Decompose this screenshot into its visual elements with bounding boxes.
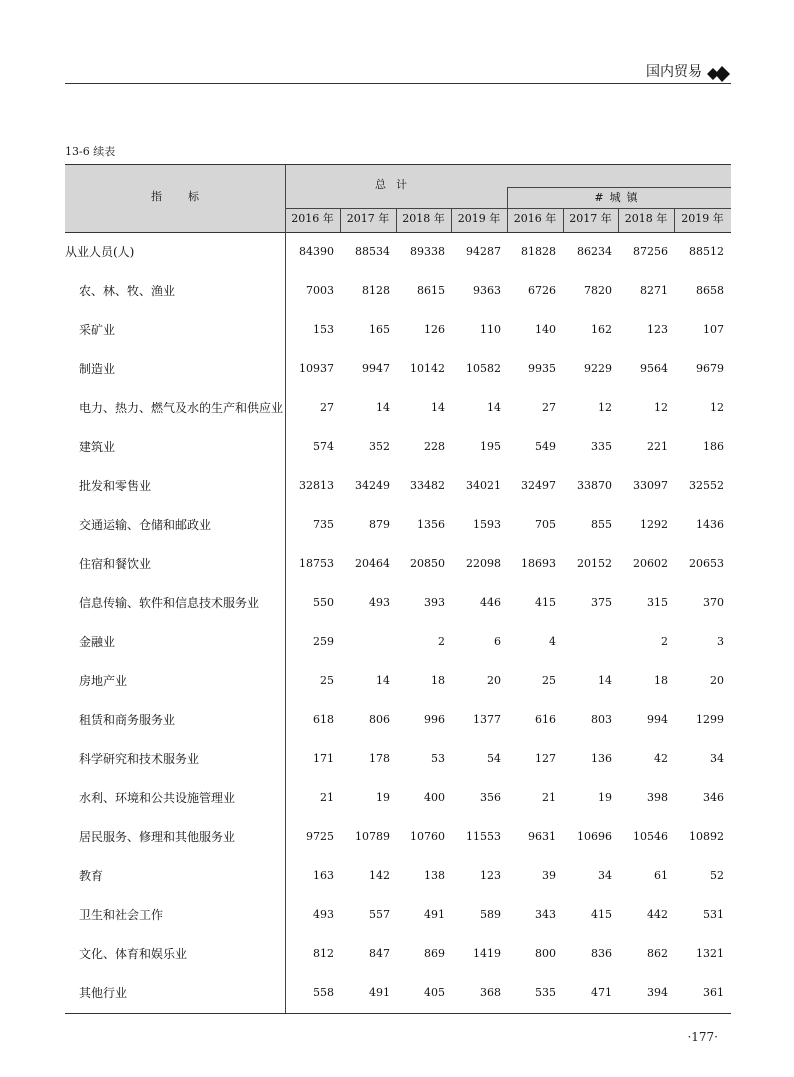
cell-value: 20 — [487, 674, 501, 687]
cell-value: 12 — [710, 401, 724, 414]
cell-value: 10937 — [299, 362, 334, 375]
cell-value: 12 — [598, 401, 612, 414]
year-header-cell: 2019 年 — [681, 212, 724, 225]
cell-value: 140 — [535, 323, 556, 336]
urban-header: #城镇 — [594, 191, 644, 204]
cell-value: 186 — [703, 440, 724, 453]
cell-value: 162 — [591, 323, 612, 336]
cell-value: 178 — [369, 752, 390, 765]
cell-value: 33482 — [410, 479, 445, 492]
cell-value: 9947 — [362, 362, 390, 375]
cell-value: 165 — [369, 323, 390, 336]
row-label: 建筑业 — [79, 440, 116, 454]
cell-value: 25 — [542, 674, 556, 687]
cell-value: 20464 — [355, 557, 390, 570]
cell-value: 361 — [703, 986, 724, 999]
cell-value: 879 — [369, 518, 390, 531]
row-label: 从业人员(人) — [65, 245, 135, 259]
double-diamond-icon — [701, 64, 731, 84]
cell-value: 315 — [647, 596, 668, 609]
cell-value: 14 — [376, 401, 390, 414]
cell-value: 8658 — [696, 284, 724, 297]
cell-value — [563, 633, 612, 651]
cell-value: 27 — [320, 401, 334, 414]
row-label: 农、林、牧、渔业 — [79, 284, 176, 298]
cell-value: 18 — [431, 674, 445, 687]
cell-value: 531 — [703, 908, 724, 921]
cell-value: 33097 — [633, 479, 668, 492]
cell-value: 34249 — [355, 479, 390, 492]
row-label: 其他行业 — [79, 986, 128, 1000]
cell-value: 12 — [654, 401, 668, 414]
cell-value: 442 — [647, 908, 668, 921]
cell-value: 574 — [313, 440, 334, 453]
cell-value: 19 — [598, 791, 612, 804]
cell-value: 14 — [431, 401, 445, 414]
cell-value: 10142 — [410, 362, 445, 375]
cell-value: 862 — [647, 947, 668, 960]
cell-value: 20 — [710, 674, 724, 687]
cell-value: 1436 — [696, 518, 724, 531]
cell-value: 9935 — [528, 362, 556, 375]
row-label: 批发和零售业 — [79, 479, 152, 493]
cell-value: 94287 — [466, 245, 501, 258]
year-header-cell: 2019 年 — [457, 212, 501, 225]
cell-value: 1292 — [640, 518, 668, 531]
page-number: ·177· — [687, 1030, 718, 1044]
cell-value: 10546 — [633, 830, 668, 843]
cell-value: 994 — [647, 713, 668, 726]
cell-value: 163 — [313, 869, 334, 882]
cell-value: 20152 — [577, 557, 612, 570]
cell-value: 25 — [320, 674, 334, 687]
cell-value: 589 — [480, 908, 501, 921]
cell-value: 352 — [369, 440, 390, 453]
cell-value: 87256 — [633, 245, 668, 258]
cell-value: 616 — [535, 713, 556, 726]
cell-value: 153 — [313, 323, 334, 336]
cell-value: 855 — [591, 518, 612, 531]
header-bottom-rule — [65, 232, 731, 233]
cell-value: 8271 — [640, 284, 668, 297]
cell-value: 370 — [703, 596, 724, 609]
cell-value: 996 — [424, 713, 445, 726]
cell-value — [341, 633, 390, 651]
cell-value: 415 — [591, 908, 612, 921]
cell-value: 535 — [535, 986, 556, 999]
cell-value: 1299 — [696, 713, 724, 726]
cell-value: 493 — [369, 596, 390, 609]
row-label: 信息传输、软件和信息技术服务业 — [79, 596, 260, 610]
cell-value: 81828 — [521, 245, 556, 258]
cell-value: 446 — [480, 596, 501, 609]
year-row-rule — [285, 208, 731, 209]
cell-value: 89338 — [410, 245, 445, 258]
cell-value: 84390 — [299, 245, 334, 258]
cell-value: 32552 — [689, 479, 724, 492]
cell-value: 400 — [424, 791, 445, 804]
cell-value: 136 — [591, 752, 612, 765]
cell-value: 2 — [661, 635, 668, 648]
cell-value: 52 — [710, 869, 724, 882]
cell-value: 88512 — [689, 245, 724, 258]
cell-value: 18693 — [521, 557, 556, 570]
cell-value: 107 — [703, 323, 724, 336]
cell-value: 39 — [542, 869, 556, 882]
cell-value: 123 — [480, 869, 501, 882]
row-label: 水利、环境和公共设施管理业 — [79, 791, 236, 805]
total-header: 总计 — [375, 178, 417, 191]
row-label: 金融业 — [79, 635, 116, 649]
cell-value: 61 — [654, 869, 668, 882]
cell-value: 34 — [710, 752, 724, 765]
year-header-cell: 2018 年 — [624, 212, 668, 225]
cell-value: 14 — [487, 401, 501, 414]
cell-value: 27 — [542, 401, 556, 414]
cell-value: 812 — [313, 947, 334, 960]
cell-value: 1419 — [473, 947, 501, 960]
cell-value: 393 — [424, 596, 445, 609]
cell-value: 800 — [535, 947, 556, 960]
cell-value: 6 — [494, 635, 501, 648]
cell-value: 11553 — [466, 830, 501, 843]
cell-value: 557 — [369, 908, 390, 921]
cell-value: 3 — [717, 635, 724, 648]
cell-value: 9564 — [640, 362, 668, 375]
cell-value: 32497 — [521, 479, 556, 492]
year-header-cell: 2016 年 — [513, 212, 557, 225]
cell-value: 618 — [313, 713, 334, 726]
cell-value: 6726 — [528, 284, 556, 297]
cell-value: 1593 — [473, 518, 501, 531]
cell-value: 195 — [480, 440, 501, 453]
cell-value: 53 — [431, 752, 445, 765]
cell-value: 346 — [703, 791, 724, 804]
cell-value: 368 — [480, 986, 501, 999]
cell-value: 9631 — [528, 830, 556, 843]
row-label: 住宿和餐饮业 — [79, 557, 152, 571]
cell-value: 356 — [480, 791, 501, 804]
table-top-rule — [65, 164, 731, 165]
cell-value: 142 — [369, 869, 390, 882]
cell-value: 14 — [376, 674, 390, 687]
cell-value: 9229 — [584, 362, 612, 375]
cell-value: 86234 — [577, 245, 612, 258]
cell-value: 491 — [424, 908, 445, 921]
year-header-cell: 2016 年 — [291, 212, 334, 225]
row-label: 教育 — [79, 869, 104, 883]
cell-value: 7003 — [306, 284, 334, 297]
cell-value: 20653 — [689, 557, 724, 570]
cell-value: 33870 — [577, 479, 612, 492]
cell-value: 9363 — [473, 284, 501, 297]
cell-value: 550 — [313, 596, 334, 609]
section-title: 国内贸易 — [646, 64, 702, 80]
cell-value: 18 — [654, 674, 668, 687]
row-label: 电力、热力、燃气及水的生产和供应业 — [79, 401, 284, 415]
cell-value: 10789 — [355, 830, 390, 843]
cell-value: 335 — [591, 440, 612, 453]
year-header-cell: 2017 年 — [569, 212, 612, 225]
cell-value: 4 — [549, 635, 556, 648]
cell-value: 869 — [424, 947, 445, 960]
row-label: 卫生和社会工作 — [79, 908, 164, 922]
year-header-cell: 2018 年 — [402, 212, 445, 225]
cell-value: 375 — [591, 596, 612, 609]
year-header-cell: 2017 年 — [346, 212, 390, 225]
indicator-header: 指标 — [151, 190, 225, 203]
cell-value: 491 — [369, 986, 390, 999]
cell-value: 836 — [591, 947, 612, 960]
cell-value: 123 — [647, 323, 668, 336]
cell-value: 42 — [654, 752, 668, 765]
cell-value: 471 — [591, 986, 612, 999]
cell-value: 1321 — [696, 947, 724, 960]
cell-value: 394 — [647, 986, 668, 999]
cell-value: 1377 — [473, 713, 501, 726]
cell-value: 138 — [424, 869, 445, 882]
cell-value: 10696 — [577, 830, 612, 843]
row-label: 文化、体育和娱乐业 — [79, 947, 188, 961]
cell-value: 19 — [376, 791, 390, 804]
cell-value: 705 — [535, 518, 556, 531]
cell-value: 7820 — [584, 284, 612, 297]
cell-value: 1356 — [417, 518, 445, 531]
cell-value: 110 — [480, 323, 501, 336]
cell-value: 558 — [313, 986, 334, 999]
cell-value: 806 — [369, 713, 390, 726]
cell-value: 10760 — [410, 830, 445, 843]
cell-value: 549 — [535, 440, 556, 453]
cell-value: 2 — [438, 635, 445, 648]
cell-value: 415 — [535, 596, 556, 609]
cell-value: 9679 — [696, 362, 724, 375]
cell-value: 8615 — [417, 284, 445, 297]
cell-value: 32813 — [299, 479, 334, 492]
cell-value: 54 — [487, 752, 501, 765]
cell-value: 8128 — [362, 284, 390, 297]
cell-value: 259 — [313, 635, 334, 648]
urban-group-rule — [507, 187, 731, 188]
row-label: 制造业 — [79, 362, 116, 376]
cell-value: 735 — [313, 518, 334, 531]
row-label: 房地产业 — [79, 674, 128, 688]
cell-value: 127 — [535, 752, 556, 765]
row-label: 科学研究和技术服务业 — [79, 752, 200, 766]
cell-value: 9725 — [306, 830, 334, 843]
cell-value: 14 — [598, 674, 612, 687]
cell-value: 10892 — [689, 830, 724, 843]
cell-value: 20850 — [410, 557, 445, 570]
cell-value: 228 — [424, 440, 445, 453]
cell-value: 22098 — [466, 557, 501, 570]
table-bottom-rule — [65, 1013, 731, 1014]
row-label: 采矿业 — [79, 323, 116, 337]
cell-value: 10582 — [466, 362, 501, 375]
row-label: 交通运输、仓储和邮政业 — [79, 518, 212, 532]
header-rule — [65, 83, 731, 84]
table-caption: 13-6 续表 — [65, 145, 116, 158]
cell-value: 126 — [424, 323, 445, 336]
row-label: 租赁和商务服务业 — [79, 713, 176, 727]
cell-value: 34021 — [466, 479, 501, 492]
cell-value: 20602 — [633, 557, 668, 570]
cell-value: 343 — [535, 908, 556, 921]
cell-value: 34 — [598, 869, 612, 882]
cell-value: 21 — [320, 791, 334, 804]
cell-value: 21 — [542, 791, 556, 804]
cell-value: 221 — [647, 440, 668, 453]
cell-value: 405 — [424, 986, 445, 999]
cell-value: 493 — [313, 908, 334, 921]
cell-value: 803 — [591, 713, 612, 726]
cell-value: 847 — [369, 947, 390, 960]
cell-value: 398 — [647, 791, 668, 804]
cell-value: 171 — [313, 752, 334, 765]
row-label: 居民服务、修理和其他服务业 — [79, 830, 236, 844]
cell-value: 18753 — [299, 557, 334, 570]
cell-value: 88534 — [355, 245, 390, 258]
